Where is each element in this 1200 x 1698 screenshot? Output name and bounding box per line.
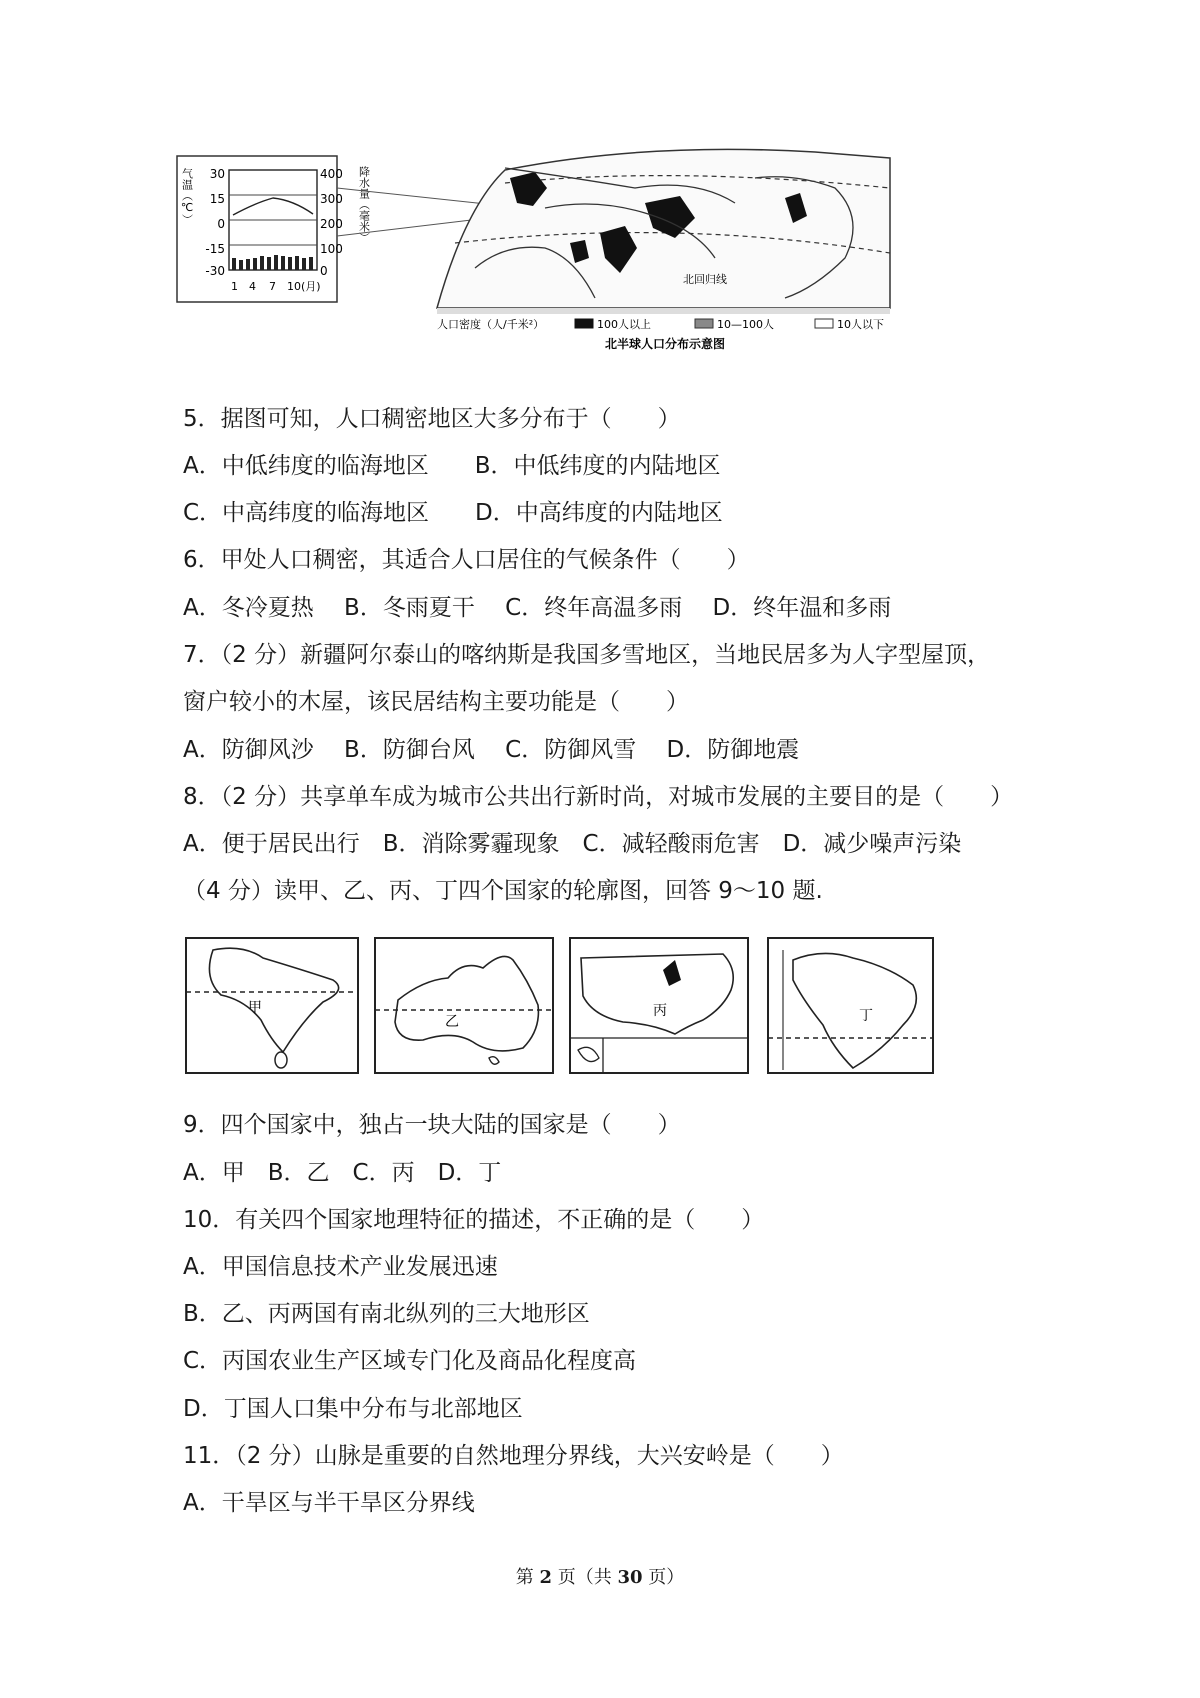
q5-stem: 5．据图可知，人口稠密地区大多分布于（ ） <box>183 406 681 432</box>
month-tick: 4 <box>249 280 256 293</box>
map-caption: 北半球人口分布示意图 <box>605 337 726 351</box>
q10-stem: 10．有关四个国家地理特征的描述，不正确的是（ ） <box>183 1207 765 1233</box>
q6-stem: 6．甲处人口稠密，其适合人口居住的气候条件（ ） <box>183 547 750 573</box>
q8-options: A．便于居民出行 B．消除雾霾现象 C．减轻酸雨危害 D．减少噪声污染 <box>183 831 962 857</box>
q9-options: A．甲 B．乙 C．丙 D．丁 <box>183 1160 502 1186</box>
country-label: 丙 <box>653 1003 667 1019</box>
legend-label: 10—100人 <box>717 318 774 331</box>
q6-options: A．冬冷夏热 B．冬雨夏干 C．终年高温多雨 D．终年温和多雨 <box>183 595 892 621</box>
month-ticks <box>231 280 321 293</box>
q10-option-c: C．丙国农业生产区域专门化及商品化程度高 <box>183 1348 637 1374</box>
map-legend <box>437 317 884 351</box>
legend-title: 人口密度（人/千米²） <box>437 318 545 331</box>
country-map-bing <box>570 938 748 1073</box>
footer-mid: 页（共 <box>557 1567 612 1588</box>
temp-tick: 30 <box>209 167 225 181</box>
country-label: 丁 <box>859 1008 873 1024</box>
q10-option-a: A．甲国信息技术产业发展迅速 <box>183 1254 498 1280</box>
q10-option-d: D．丁国人口集中分布与北部地区 <box>183 1396 523 1422</box>
tropic-label: 北回归线 <box>683 273 727 286</box>
legend-label: 10人以下 <box>837 318 884 331</box>
q7-stem-line-2: 窗户较小的木屋，该民居结构主要功能是（ ） <box>183 689 689 715</box>
q5-options-ab: A．中低纬度的临海地区 B．中低纬度的内陆地区 <box>183 453 721 479</box>
legend-swatch-medium <box>695 319 713 328</box>
q7-options: A．防御风沙 B．防御台风 C．防御风雪 D．防御地震 <box>183 737 800 763</box>
footer-prefix: 第 <box>515 1567 534 1588</box>
country-outlines-figure <box>183 930 983 1085</box>
q10-option-b: B．乙、丙两国有南北纵列的三大地形区 <box>183 1301 590 1327</box>
temp-tick: -15 <box>205 242 225 256</box>
q11-option-a: A．干旱区与半干旱区分界线 <box>183 1490 475 1516</box>
temp-ticks <box>205 167 225 278</box>
precip-tick: 300 <box>320 192 343 206</box>
temp-tick: -30 <box>205 264 225 278</box>
page-footer <box>0 1563 1200 1589</box>
country-map-jia <box>186 938 358 1073</box>
temp-axis-label: 气温（℃） <box>180 168 194 225</box>
population-figure <box>175 148 935 393</box>
page-number: 2 <box>539 1567 552 1588</box>
month-tick: 10(月) <box>287 280 321 293</box>
country-label: 乙 <box>445 1014 459 1030</box>
temp-tick: 0 <box>217 217 225 231</box>
precip-tick: 100 <box>320 242 343 256</box>
legend-swatch-sparse <box>815 319 833 328</box>
footer-suffix: 页） <box>648 1567 685 1588</box>
q9-10-intro: （4 分）读甲、乙、丙、丁四个国家的轮廓图，回答 9～10 题. <box>183 878 823 904</box>
temp-tick: 15 <box>209 192 225 206</box>
country-map-ding <box>768 938 933 1073</box>
q7-stem-line-1: 7．（2 分）新疆阿尔泰山的喀纳斯是我国多雪地区，当地民居多为人字型屋顶， <box>183 642 991 668</box>
country-label: 甲 <box>248 1000 262 1016</box>
q11-stem: 11．（2 分）山脉是重要的自然地理分界线，大兴安岭是（ ） <box>183 1443 844 1469</box>
temperature-curve <box>233 198 313 215</box>
precip-ticks <box>320 167 343 278</box>
month-tick: 7 <box>269 280 276 293</box>
q8-stem: 8．（2 分）共享单车成为城市公共出行新时尚，对城市发展的主要目的是（ ） <box>183 784 1014 810</box>
precip-axis-label: 降水量（毫米） <box>357 166 371 243</box>
precip-tick: 400 <box>320 167 343 181</box>
precipitation-bars <box>232 255 313 270</box>
country-map-yi <box>375 938 553 1073</box>
page-total: 30 <box>617 1567 643 1588</box>
population-map <box>437 149 890 314</box>
precip-tick: 0 <box>320 264 328 278</box>
q9-stem: 9．四个国家中，独占一块大陆的国家是（ ） <box>183 1112 681 1138</box>
month-tick: 1 <box>231 280 238 293</box>
legend-label: 100人以上 <box>597 318 651 331</box>
q5-options-cd: C．中高纬度的临海地区 D．中高纬度的内陆地区 <box>183 500 723 526</box>
precip-tick: 200 <box>320 217 343 231</box>
legend-swatch-dense <box>575 319 593 328</box>
